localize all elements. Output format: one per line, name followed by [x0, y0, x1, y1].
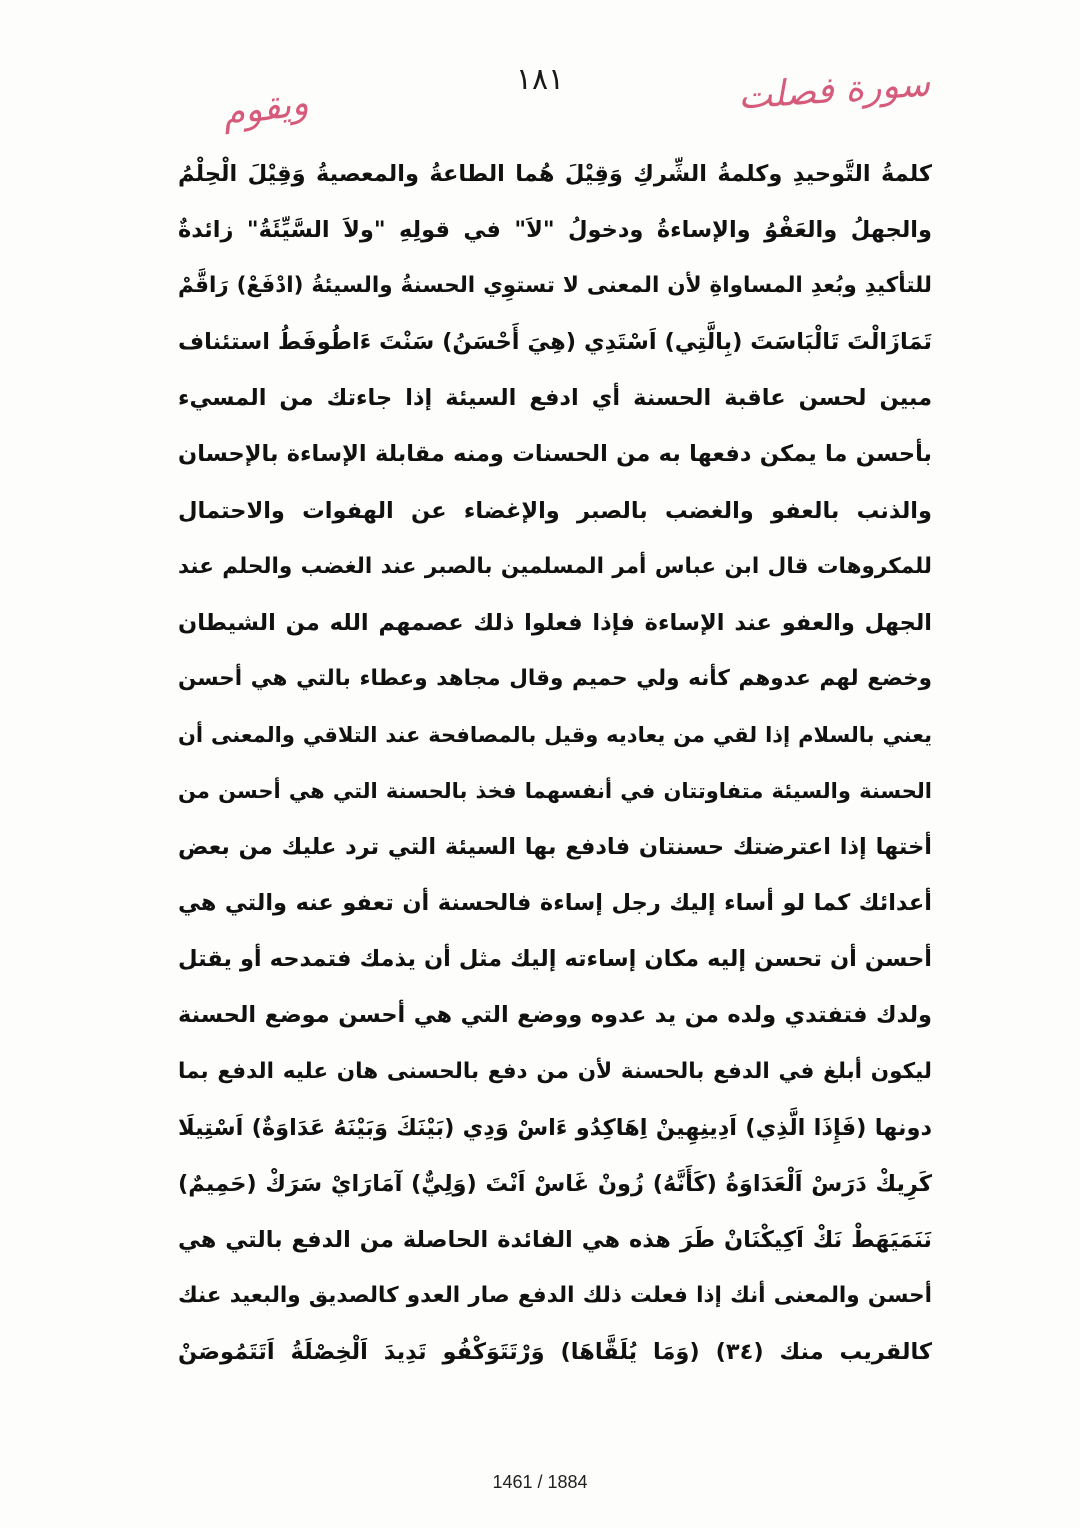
text-line: للتأكيدِ وبُعدِ المساواةِ لأن المعنى لا تستوِي الحسنةُ والسيئةُ (ادْفَعْ) رَاقَّمْ — [178, 273, 932, 299]
handwritten-surah-note: سورة فصلت — [736, 63, 932, 118]
handwritten-margin-note: ويقوم — [219, 82, 311, 135]
text-line: نَنَمَيَهَطْ نَكْ اَكِيكْنَانْ طَرَ هذه هي الفائدة الحاصلة من الدفع بالتي هي — [178, 1226, 932, 1253]
text-line: مبين لحسن عاقبة الحسنة أي ادفع السيئة إذا جاءتك من المسيء — [178, 385, 932, 412]
text-line: بأحسن ما يمكن دفعها به من الحسنات ومنه مقابلة الإساءة بالإحسان — [178, 441, 932, 468]
text-line: كَرِيكْ دَرَسْ اَلْعَدَاوَةُ (كَأَنَّهُ) زُونْ غَاسْ اَنْتَ (وَلِيٌّ) آمَارَايْ سَرَكْ (حَمِيمٌ) — [178, 1170, 932, 1197]
text-line: تَمَازَالْتَ تَالْبَاسَتَ (بِالَّتِي) اَسْتَدِي (هِيَ أَحْسَنُ) سَنْتَ ءَاطُوفَطُ استئناف — [178, 329, 932, 356]
text-line: أحسن أن تحسن إليه مكان إساءته إليك مثل أن يذمك فتمدحه أو يقتل — [178, 946, 932, 973]
text-line: يعني بالسلام إذا لقي من يعاديه وقيل بالمصافحة عند التلاقي والمعنى أن — [178, 722, 932, 747]
text-line: كالقريب منك (٣٤) (وَمَا يُلَقَّاهَا) وَرْتَتَوَكْفُو تَدِيدَ اَلْخِصْلَةُ اَتَتَمُوصَنْ — [178, 1338, 932, 1365]
text-line: للمكروهات قال ابن عباس أمر المسلمين بالصبر عند الغضب والحلم عند — [178, 553, 932, 579]
text-line: وخضع لهم عدوهم كأنه ولي حميم وقال مجاهد وعطاء بالتي هي أحسن — [178, 665, 932, 691]
text-line: كلمةُ التَّوحيدِ وكلمةُ الشِّركِ وَقِيْلَ هُما الطاعةُ والمعصيةُ وَقِيْلَ الْحِلْمُ — [178, 161, 932, 187]
text-line: والذنب بالعفو والغضب بالصبر والإغضاء عن الهفوات والاحتمال — [178, 497, 932, 524]
text-line: ولدك فتفتدي ولده من يد عدوه ووضع التي هي أحسن موضع الحسنة — [178, 1002, 932, 1029]
text-line: ليكون أبلغ في الدفع بالحسنة لأن من دفع بالحسنى هان عليه الدفع بما — [178, 1058, 932, 1084]
text-line: أعدائك كما لو أساء إليك رجل إساءة فالحسنة أن تعفو عنه والتي هي — [178, 890, 932, 917]
text-line: دونها (فَإِذَا الَّذِي) اَدِينِهِينْ اِهَاكِدُو ءَاسْ وَدِي (بَيْنَكَ وَبَيْنَهُ عَدَاوَةٌ) اَسْتِيلَا — [178, 1114, 932, 1141]
text-line: الجهل والعفو عند الإساءة فإذا فعلوا ذلك عصمهم الله من الشيطان — [178, 609, 932, 636]
text-line: والجهلُ والعَفْوُ والإساءةُ ودخولُ "لاَ" في قولِهِ "ولاَ السَّيِّئَةُ" زائدةٌ — [178, 217, 932, 244]
body-text — [178, 146, 932, 1380]
text-line: أحسن والمعنى أنك إذا فعلت ذلك الدفع صار العدو كالصديق والبعيد عنك — [178, 1282, 932, 1308]
page-number: ١٨١ — [515, 62, 565, 97]
page-indicator: 1461 / 1884 — [492, 1472, 588, 1492]
text-line: الحسنة والسيئة متفاوتتان في أنفسهما فخذ بالحسنة التي هي أحسن من — [178, 779, 932, 804]
text-line: أختها إذا اعترضتك حسنتان فادفع بها السيئة التي ترد عليك من بعض — [178, 834, 932, 861]
